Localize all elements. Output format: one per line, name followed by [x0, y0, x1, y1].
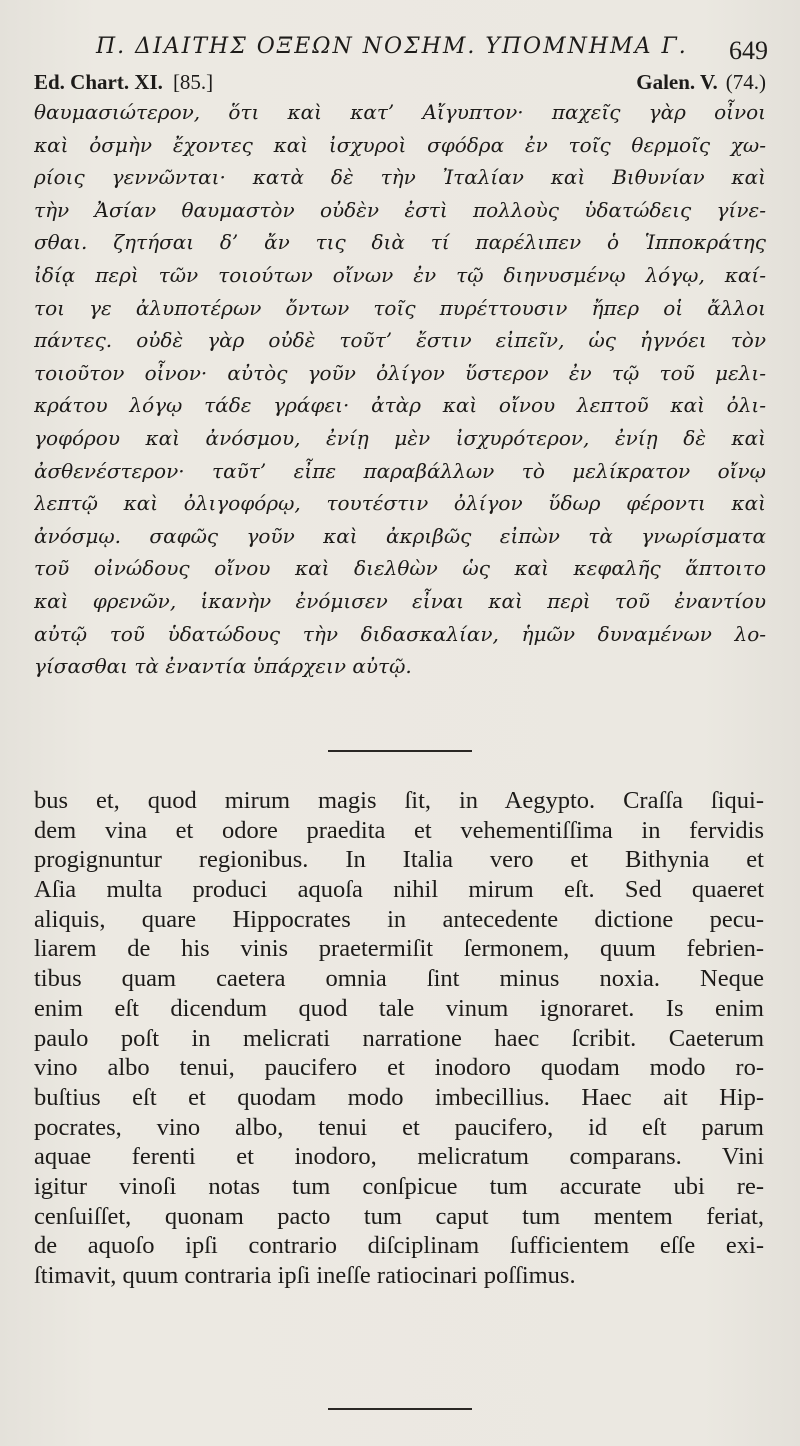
edition-left-label: Ed. Chart. XI.	[34, 70, 163, 94]
latin-text-block	[34, 786, 764, 1291]
latin-text-line: paulo poſt in melicrati narratione haec ſcribit. Caeterum	[34, 1024, 764, 1052]
latin-text-line: de aquoſo ipſi contrario diſciplinam ſufficientem eſſe exi-	[34, 1232, 764, 1260]
latin-text-line: bus et, quod mirum magis ſit, in Aegypto. Craſſa ſiqui-	[34, 787, 764, 814]
greek-text-line: αὐτῷ τοῦ ὑδατώδους τὴν διδασκαλίαν, ἡμῶν δυναμένων λο-	[34, 621, 766, 646]
greek-text-line: γίσασθαι τὰ ἐναντία ὑπάρχειν αὐτῷ.	[34, 654, 412, 679]
greek-text-line: ἀσθενέστερον· ταῦτ’ εἶπε παραβάλλων τὸ μελίκρατον οἴνῳ	[34, 458, 766, 483]
latin-text-line: Aſia multa produci aquoſa nihil mirum eſt. Sed quaeret	[34, 876, 764, 904]
greek-text-line: τοῦ οἰνώδους οἴνου καὶ διελθὼν ὡς καὶ κεφαλῆς ἅπτοιτο	[34, 556, 766, 581]
greek-text-line: ρίοις γεννῶνται· κατὰ δὲ τὴν Ἰταλίαν καὶ Βιθυνίαν καὶ	[34, 165, 766, 190]
latin-text-line: aliquis, quare Hippocrates in antecedente dictione pecu-	[34, 905, 764, 933]
greek-text-line: ἀνόσμῳ. σαφῶς γοῦν καὶ ἀκριβῶς εἰπὼν τὰ γνωρίσματα	[34, 523, 766, 548]
latin-text-line: igitur vinoſi notas tum conſpicue tum accurate ubi re-	[34, 1172, 764, 1200]
edition-right-paren: (74.)	[725, 70, 766, 94]
greek-text-line: λεπτῷ καὶ ὀλιγοφόρῳ, τουτέστιν ὀλίγον ὕδωρ φέροντι καὶ	[34, 491, 766, 516]
greek-text-block	[34, 96, 766, 683]
edition-right	[636, 70, 766, 95]
page-number: 649	[729, 36, 768, 65]
latin-text-line: tibus quam caetera omnia ſint minus noxia. Neque	[34, 965, 764, 993]
greek-text-line: σθαι. ζητήσαι δ’ ἄν τις διὰ τί παρέλιπεν ὁ Ἱπποκράτης	[34, 230, 766, 255]
latin-text-line: ſtimavit, quum contraria ipſi ineſſe ratiocinari poſſimus.	[34, 1262, 576, 1289]
edition-reference-line	[34, 70, 766, 96]
latin-text-line: aquae ferenti et inodoro, melicratum comparans. Vini	[34, 1143, 764, 1171]
greek-text-line: πάντες. οὐδὲ γὰρ οὐδὲ τοῦτ’ ἔστιν εἰπεῖν, ὡς ἠγνόει τὸν	[34, 328, 766, 353]
greek-text-line: κράτου λόγῳ τάδε γράφει· ἀτὰρ καὶ οἴνου λεπτοῦ καὶ ὀλι-	[34, 393, 766, 418]
latin-text-line: vino albo tenui, paucifero et inodoro quodam modo ro-	[34, 1054, 764, 1082]
edition-left	[34, 70, 213, 95]
latin-text-line: dem vina et odore praedita et vehementiſſima in fervidis	[34, 816, 764, 844]
greek-text-line: ἰδίᾳ περὶ τῶν τοιούτων οἴνων ἐν τῷ διηνυσμένῳ λόγῳ, καί-	[34, 262, 766, 287]
edition-left-bracket: [85.]	[172, 70, 214, 94]
greek-text-line: γοφόρου καὶ ἀνόσμου, ἐνίῃ μὲν ἰσχυρότερον, ἐνίῃ δὲ καὶ	[34, 425, 766, 450]
section-divider	[328, 750, 472, 752]
latin-text-line: progignuntur regionibus. In Italia vero et Bithynia et	[34, 846, 764, 874]
greek-text-line: θαυμασιώτερον, ὅτι καὶ κατ’ Αἴγυπτον· παχεῖς γὰρ οἶνοι	[34, 100, 766, 124]
greek-text-line: τοι γε ἀλυποτέρων ὄντων τοῖς πυρέττουσιν ἤπερ οἱ ἄλλοι	[34, 295, 766, 320]
latin-text-line: enim eſt dicendum quod tale vinum ignoraret. Is enim	[34, 994, 764, 1022]
running-head	[96, 34, 770, 68]
running-title: Π. ΔΙΑΙΤΗΣ ΟΞΕΩΝ ΝΟΣΗΜ. ΥΠΟΜΝΗΜΑ Γ.	[96, 34, 688, 59]
greek-text-line: καὶ φρενῶν, ἱκανὴν ἐνόμισεν εἶναι καὶ περὶ τοῦ ἐναντίου	[34, 588, 766, 613]
latin-text-line: cenſuiſſet, quonam pacto tum caput tum mentem feriat,	[34, 1202, 764, 1230]
greek-text-line: τοιοῦτον οἶνον· αὐτὸς γοῦν ὀλίγον ὕστερον ἐν τῷ τοῦ μελι-	[34, 360, 766, 385]
end-divider	[328, 1408, 472, 1410]
greek-text-line: καὶ ὀσμὴν ἔχοντες καὶ ἰσχυροὶ σφόδρα ἐν τοῖς θερμοῖς χω-	[34, 132, 766, 157]
edition-right-label: Galen. V.	[636, 70, 718, 94]
latin-text-line: buſtius eſt et quodam modo imbecillius. Haec ait Hip-	[34, 1083, 764, 1111]
latin-text-line: liarem de his vinis praetermiſit ſermonem, quum febrien-	[34, 935, 764, 963]
latin-text-line: pocrates, vino albo, tenui et paucifero, id eſt parum	[34, 1113, 764, 1141]
greek-text-line: τὴν Ἀσίαν θαυμαστὸν οὐδὲν ἐστὶ πολλοὺς ὑδατώδεις γίνε-	[34, 197, 766, 222]
